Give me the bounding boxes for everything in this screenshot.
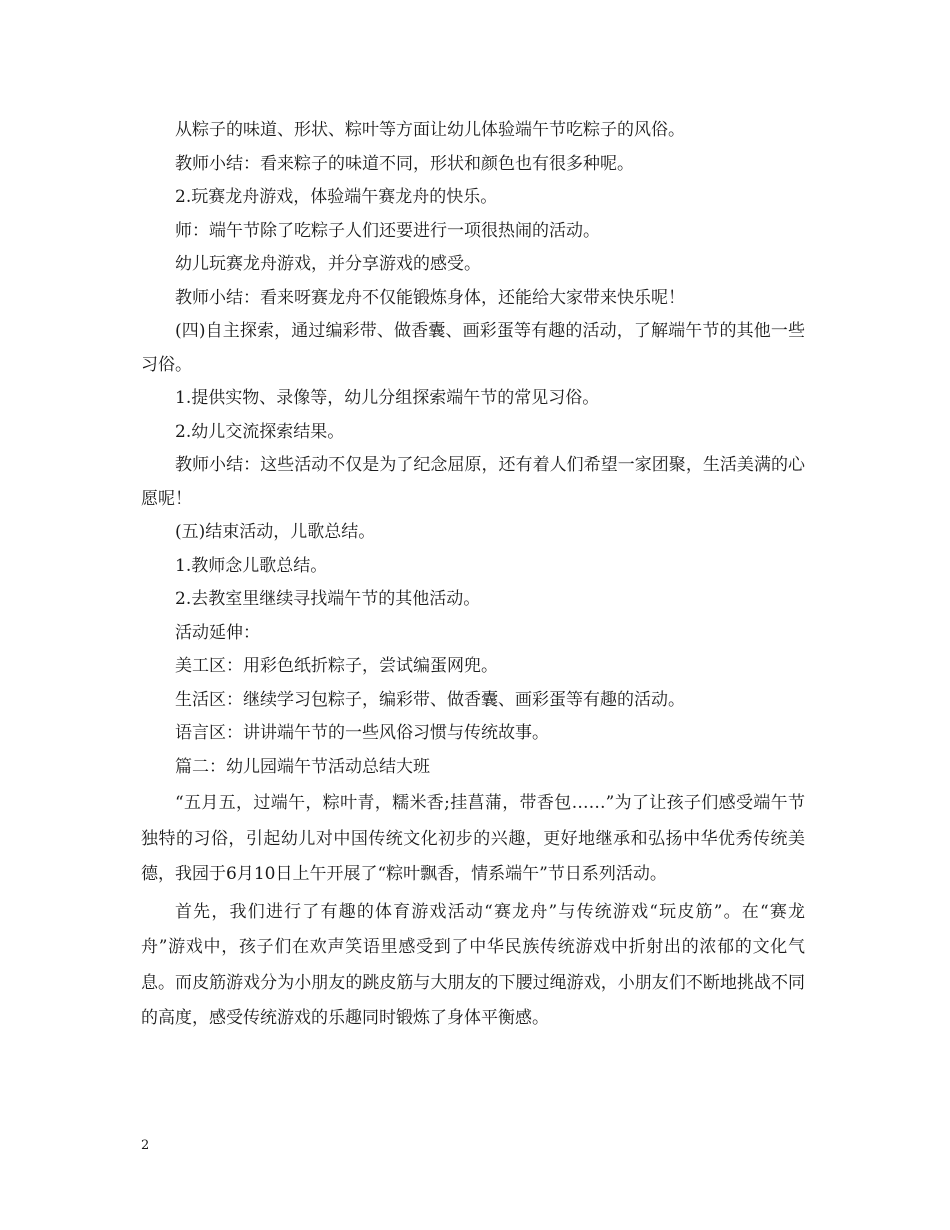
page-number: 2 — [141, 1138, 150, 1153]
paragraph: 幼儿玩赛龙舟游戏，并分享游戏的感受。 — [175, 254, 481, 274]
paragraph: 教师小结：看来呀赛龙舟不仅能锻炼身体，还能给大家带来快乐呢！ — [175, 287, 685, 308]
paragraph: 生活区：继续学习包粽子，编彩带、做香囊、画彩蛋等有趣的活动。 — [175, 689, 685, 710]
paragraph: 语言区：讲讲端午节的一些风俗习惯与传统故事。 — [175, 723, 549, 743]
paragraph: 师：端午节除了吃粽子人们还要进行一项很热闹的活动。 — [175, 220, 600, 241]
paragraph: 美工区：用彩色纸折粽子，尝试编蛋网兜。 — [175, 656, 498, 676]
paragraph: (五)结束活动，儿歌总结。 — [175, 522, 376, 542]
paragraph: 从粽子的味道、形状、粽叶等方面让幼儿体验端午节吃粽子的风俗。 — [175, 120, 685, 140]
paragraph: “五月五，过端午，粽叶青，糯米香;挂菖蒲，带香包……”为了让孩子们感受端午节独特的习俗，引起幼儿对中国传统文化初步的兴趣，更好地继承和弘扬中华优秀传统美德，我园于6月10日上午开展了“粽叶飘香，情系端午”节日系列活动。 — [141, 793, 805, 884]
paragraph: 2.玩赛龙舟游戏，体验端午赛龙舟的快乐。 — [175, 187, 498, 207]
paragraph: 活动延伸： — [175, 622, 260, 643]
paragraph: 1.教师念儿歌总结。 — [175, 555, 328, 576]
paragraph: (四)自主探索，通过编彩带、做香囊、画彩蛋等有趣的活动，了解端午节的其他一些习俗。 — [141, 321, 805, 375]
section-heading: 篇二：幼儿园端午节活动总结大班 — [175, 756, 430, 777]
paragraph: 1.提供实物、录像等，幼儿分组探索端午节的常见习俗。 — [175, 388, 600, 408]
document-body — [141, 114, 805, 1037]
paragraph: 首先，我们进行了有趣的体育游戏活动“赛龙舟”与传统游戏“玩皮筋”。在“赛龙舟”游戏中，孩子们在欢声笑语里感受到了中华民族传统游戏中折射出的浓郁的文化气息。而皮筋游戏分为小朋友的跳皮筋与大朋友的下腰过绳游戏，小朋友们不断地挑战不同的高度，感受传统游戏的乐趣同时锻炼了身体平衡感。 — [141, 901, 805, 1028]
paragraph: 教师小结：这些活动不仅是为了纪念屈原，还有着人们希望一家团聚，生活美满的心愿呢！ — [141, 455, 805, 509]
paragraph: 2.去教室里继续寻找端午节的其他活动。 — [175, 589, 481, 609]
paragraph: 教师小结：看来粽子的味道不同，形状和颜色也有很多种呢。 — [175, 153, 634, 174]
paragraph: 2.幼儿交流探索结果。 — [175, 421, 345, 442]
